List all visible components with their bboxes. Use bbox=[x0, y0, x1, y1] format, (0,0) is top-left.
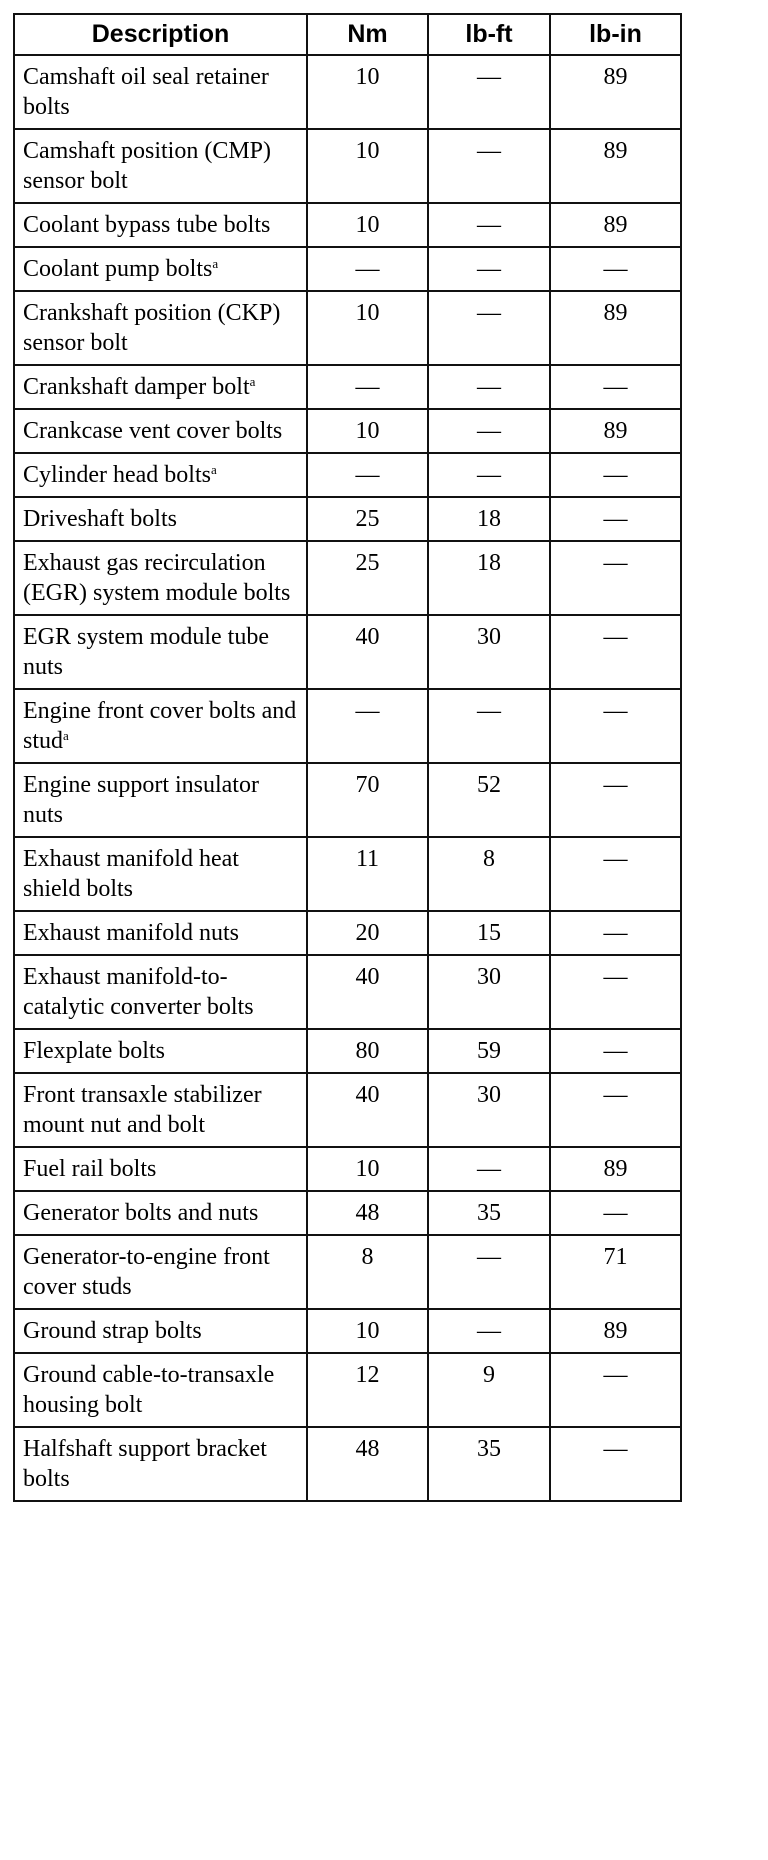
lbin-cell: 89 bbox=[550, 203, 681, 247]
table-row bbox=[14, 1147, 681, 1191]
lbin-cell: — bbox=[550, 453, 681, 497]
description-cell bbox=[14, 837, 307, 911]
description-text: EGR system module tube nuts bbox=[23, 624, 269, 680]
description-text: Ground strap bolts bbox=[23, 1318, 202, 1344]
nm-cell: 25 bbox=[307, 497, 428, 541]
table-row bbox=[14, 689, 681, 763]
column-header-description: Description bbox=[14, 14, 307, 55]
torque-specification-table bbox=[13, 13, 682, 1502]
lbft-cell: 35 bbox=[428, 1427, 550, 1501]
lbft-cell: — bbox=[428, 1309, 550, 1353]
lbin-cell: — bbox=[550, 1191, 681, 1235]
lbin-cell: — bbox=[550, 497, 681, 541]
description-text: Generator bolts and nuts bbox=[23, 1200, 259, 1226]
nm-cell: 48 bbox=[307, 1427, 428, 1501]
table-row bbox=[14, 1029, 681, 1073]
description-cell bbox=[14, 1427, 307, 1501]
lbin-cell: 89 bbox=[550, 409, 681, 453]
description-cell bbox=[14, 1029, 307, 1073]
lbft-cell: — bbox=[428, 129, 550, 203]
description-text: Camshaft oil seal retainer bolts bbox=[23, 64, 269, 120]
table-row bbox=[14, 1309, 681, 1353]
lbin-cell: — bbox=[550, 763, 681, 837]
table-row bbox=[14, 453, 681, 497]
footnote-marker: a bbox=[249, 374, 256, 389]
nm-cell: 80 bbox=[307, 1029, 428, 1073]
description-cell bbox=[14, 55, 307, 129]
nm-cell: 10 bbox=[307, 291, 428, 365]
lbin-cell: — bbox=[550, 1427, 681, 1501]
description-cell bbox=[14, 911, 307, 955]
lbft-cell: — bbox=[428, 55, 550, 129]
lbft-cell: 18 bbox=[428, 497, 550, 541]
description-text: Driveshaft bolts bbox=[23, 506, 177, 532]
description-cell bbox=[14, 955, 307, 1029]
description-cell bbox=[14, 1073, 307, 1147]
nm-cell: 70 bbox=[307, 763, 428, 837]
nm-cell: 48 bbox=[307, 1191, 428, 1235]
table-row bbox=[14, 615, 681, 689]
table-row bbox=[14, 291, 681, 365]
table-row bbox=[14, 1191, 681, 1235]
lbft-cell: 59 bbox=[428, 1029, 550, 1073]
table-row bbox=[14, 911, 681, 955]
description-text: Front transaxle stabilizer mount nut and bolt bbox=[23, 1082, 262, 1138]
nm-cell: 12 bbox=[307, 1353, 428, 1427]
column-header-nm: Nm bbox=[307, 14, 428, 55]
lbft-cell: 30 bbox=[428, 1073, 550, 1147]
description-cell bbox=[14, 247, 307, 291]
nm-cell: 40 bbox=[307, 1073, 428, 1147]
table-row bbox=[14, 409, 681, 453]
nm-cell: 10 bbox=[307, 1147, 428, 1191]
description-text: Exhaust manifold nuts bbox=[23, 920, 239, 946]
header-row bbox=[14, 14, 681, 55]
nm-cell: 40 bbox=[307, 955, 428, 1029]
footnote-marker: a bbox=[212, 256, 219, 271]
lbin-cell: — bbox=[550, 541, 681, 615]
lbin-cell: 71 bbox=[550, 1235, 681, 1309]
description-cell bbox=[14, 1147, 307, 1191]
lbin-cell: — bbox=[550, 911, 681, 955]
lbft-cell: 52 bbox=[428, 763, 550, 837]
lbin-cell: 89 bbox=[550, 1309, 681, 1353]
description-text: Exhaust manifold heat shield bolts bbox=[23, 846, 239, 902]
description-cell bbox=[14, 129, 307, 203]
lbft-cell: — bbox=[428, 1147, 550, 1191]
description-cell bbox=[14, 497, 307, 541]
nm-cell: — bbox=[307, 453, 428, 497]
nm-cell: 10 bbox=[307, 129, 428, 203]
lbft-cell: — bbox=[428, 409, 550, 453]
footnote-marker: a bbox=[63, 728, 69, 743]
nm-cell: — bbox=[307, 689, 428, 763]
table-row bbox=[14, 1353, 681, 1427]
description-text: Generator-to-engine front cover studs bbox=[23, 1244, 270, 1300]
description-text: Crankcase vent cover bolts bbox=[23, 418, 283, 444]
lbft-cell: 8 bbox=[428, 837, 550, 911]
description-cell bbox=[14, 1191, 307, 1235]
lbft-cell: — bbox=[428, 689, 550, 763]
description-text: Engine support insulator nuts bbox=[23, 772, 259, 828]
table-row bbox=[14, 541, 681, 615]
nm-cell: 10 bbox=[307, 409, 428, 453]
description-cell bbox=[14, 203, 307, 247]
lbin-cell: — bbox=[550, 955, 681, 1029]
description-cell bbox=[14, 615, 307, 689]
footnote-marker: a bbox=[210, 462, 217, 477]
description-cell bbox=[14, 541, 307, 615]
table-body bbox=[14, 55, 681, 1501]
nm-cell: 10 bbox=[307, 1309, 428, 1353]
lbin-cell: — bbox=[550, 1353, 681, 1427]
description-text: Camshaft position (CMP) sensor bolt bbox=[23, 138, 272, 194]
lbft-cell: — bbox=[428, 203, 550, 247]
lbft-cell: 35 bbox=[428, 1191, 550, 1235]
description-cell bbox=[14, 409, 307, 453]
lbft-cell: — bbox=[428, 1235, 550, 1309]
description-text: Crankshaft position (CKP) sensor bolt bbox=[23, 300, 281, 356]
lbft-cell: — bbox=[428, 291, 550, 365]
description-text: Ground cable-to-transaxle housing bolt bbox=[23, 1362, 275, 1418]
lbft-cell: 18 bbox=[428, 541, 550, 615]
nm-cell: — bbox=[307, 365, 428, 409]
table-row bbox=[14, 1235, 681, 1309]
table-header bbox=[14, 14, 681, 55]
lbin-cell: — bbox=[550, 1073, 681, 1147]
table-row bbox=[14, 1427, 681, 1501]
description-cell bbox=[14, 291, 307, 365]
lbin-cell: 89 bbox=[550, 129, 681, 203]
lbin-cell: 89 bbox=[550, 291, 681, 365]
table-row bbox=[14, 365, 681, 409]
description-cell bbox=[14, 1235, 307, 1309]
lbft-cell: 9 bbox=[428, 1353, 550, 1427]
description-cell bbox=[14, 763, 307, 837]
table-row bbox=[14, 763, 681, 837]
description-cell bbox=[14, 689, 307, 763]
table-row bbox=[14, 497, 681, 541]
column-header-lbin: lb-in bbox=[550, 14, 681, 55]
table-row bbox=[14, 955, 681, 1029]
table-row bbox=[14, 203, 681, 247]
nm-cell: 10 bbox=[307, 55, 428, 129]
lbin-cell: 89 bbox=[550, 55, 681, 129]
lbft-cell: 15 bbox=[428, 911, 550, 955]
lbin-cell: — bbox=[550, 365, 681, 409]
table-row bbox=[14, 247, 681, 291]
lbin-cell: — bbox=[550, 689, 681, 763]
lbin-cell: — bbox=[550, 837, 681, 911]
lbin-cell: — bbox=[550, 615, 681, 689]
nm-cell: 40 bbox=[307, 615, 428, 689]
description-text: Flexplate bolts bbox=[23, 1038, 165, 1064]
description-text: Exhaust gas recirculation (EGR) system module bolts bbox=[23, 550, 291, 606]
description-cell bbox=[14, 1353, 307, 1427]
description-cell bbox=[14, 453, 307, 497]
lbin-cell: — bbox=[550, 1029, 681, 1073]
nm-cell: 10 bbox=[307, 203, 428, 247]
lbin-cell: — bbox=[550, 247, 681, 291]
nm-cell: 25 bbox=[307, 541, 428, 615]
lbft-cell: — bbox=[428, 365, 550, 409]
table-row bbox=[14, 55, 681, 129]
table-row bbox=[14, 1073, 681, 1147]
nm-cell: 8 bbox=[307, 1235, 428, 1309]
description-text: Halfshaft support bracket bolts bbox=[23, 1436, 267, 1492]
lbft-cell: 30 bbox=[428, 615, 550, 689]
column-header-lbft: lb-ft bbox=[428, 14, 550, 55]
description-text: Crankshaft damper bolt bbox=[23, 374, 250, 400]
table-row bbox=[14, 129, 681, 203]
description-text: Fuel rail bolts bbox=[23, 1156, 157, 1182]
table-row bbox=[14, 837, 681, 911]
description-text: Engine front cover bolts and stud bbox=[23, 698, 297, 754]
nm-cell: 11 bbox=[307, 837, 428, 911]
lbft-cell: 30 bbox=[428, 955, 550, 1029]
description-text: Cylinder head bolts bbox=[23, 462, 211, 488]
lbft-cell: — bbox=[428, 247, 550, 291]
nm-cell: — bbox=[307, 247, 428, 291]
description-cell bbox=[14, 365, 307, 409]
lbin-cell: 89 bbox=[550, 1147, 681, 1191]
description-text: Coolant bypass tube bolts bbox=[23, 212, 271, 238]
description-text: Exhaust manifold-to-catalytic converter bolts bbox=[23, 964, 254, 1020]
description-text: Coolant pump bolts bbox=[23, 256, 213, 282]
description-cell bbox=[14, 1309, 307, 1353]
lbft-cell: — bbox=[428, 453, 550, 497]
nm-cell: 20 bbox=[307, 911, 428, 955]
